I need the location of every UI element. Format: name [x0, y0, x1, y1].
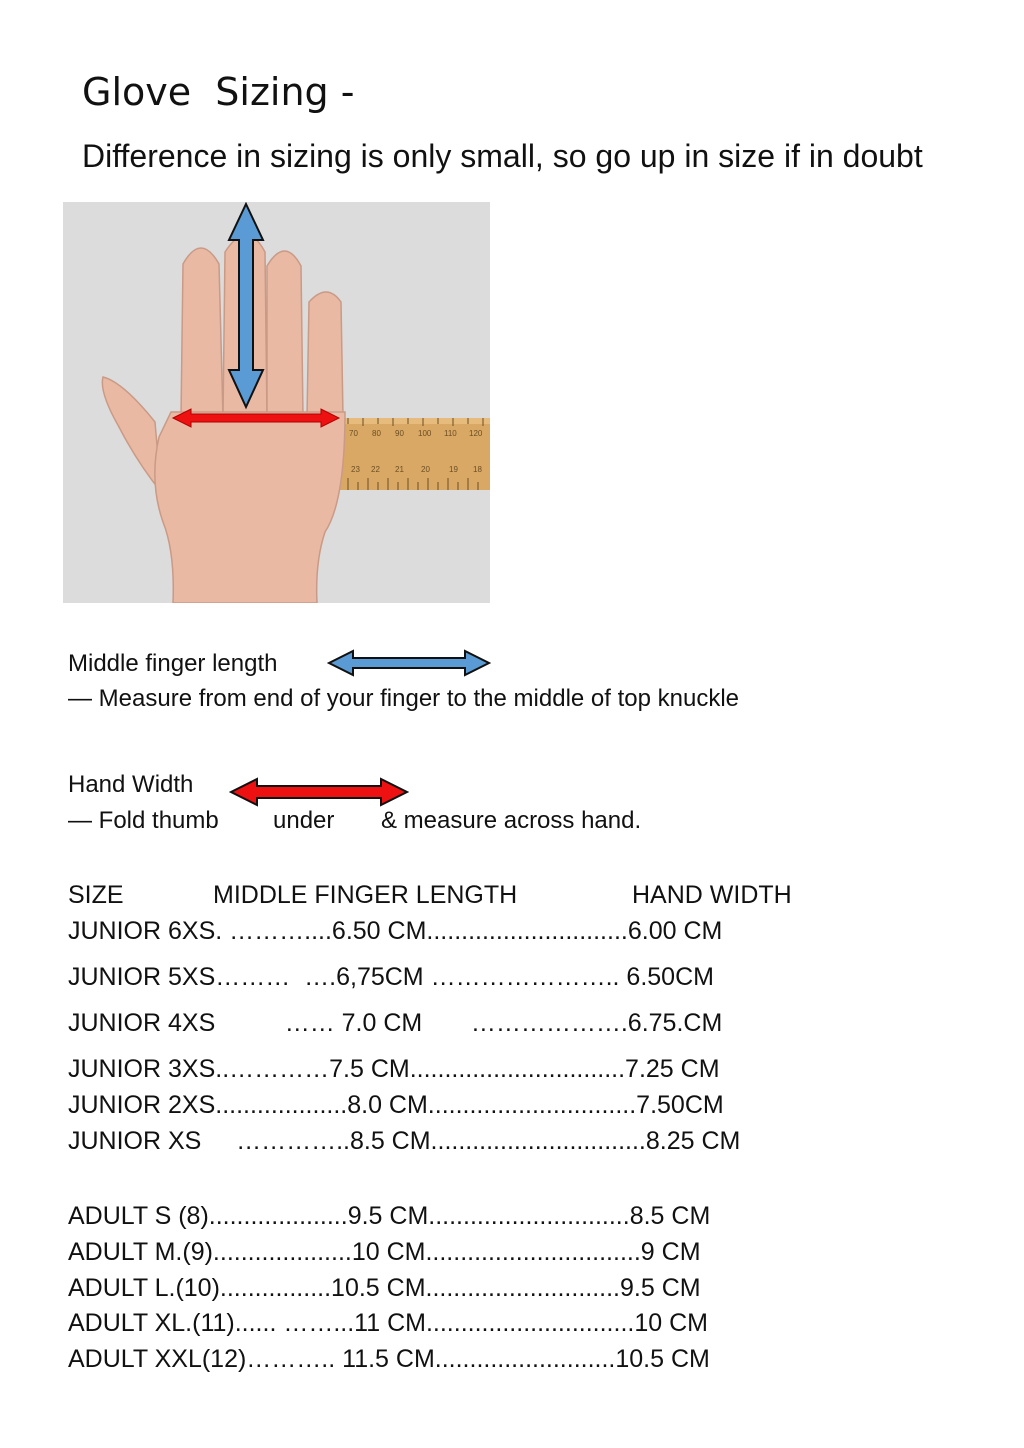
- table-header-finger-length: MIDDLE FINGER LENGTH: [213, 881, 518, 909]
- middle-finger-description: — Measure from end of your finger to the middle of top knuckle: [68, 685, 740, 712]
- page-title: Glove Sizing -: [82, 70, 355, 114]
- table-row: JUNIOR 4XS …… 7.0 CM ……………….6.75.CM: [68, 1009, 723, 1037]
- hand-width-description-3: & measure across hand.: [381, 807, 642, 834]
- table-header-size: SIZE: [68, 881, 124, 909]
- ruler-number: 19: [449, 465, 458, 474]
- ruler-number: 120: [469, 429, 483, 438]
- ruler-number: 23: [351, 465, 360, 474]
- page-subtitle: Difference in sizing is only small, so go up in size if in doubt: [82, 138, 923, 174]
- ruler-number: 70: [349, 429, 358, 438]
- hand-width-label: Hand Width: [68, 771, 194, 798]
- red-double-arrow-icon: [229, 776, 409, 808]
- table-row: ADULT L.(10)................10.5 CM............................9.5 CM: [68, 1274, 701, 1302]
- ruler-number: 22: [371, 465, 380, 474]
- table-row: ADULT XL.(11)...... ……...11 CM..............................10 CM: [68, 1309, 708, 1337]
- ruler-number: 20: [421, 465, 430, 474]
- blue-double-arrow-icon: [327, 648, 491, 678]
- ruler-number: 18: [473, 465, 482, 474]
- hand-width-description-1: — Fold thumb: [68, 807, 219, 834]
- middle-finger-label: Middle finger length: [68, 650, 278, 677]
- ruler-number: 90: [395, 429, 404, 438]
- table-row: ADULT XXL(12)……….. 11.5 CM..........................10.5 CM: [68, 1345, 710, 1373]
- table-row: JUNIOR 3XS..…………7.5 CM...............................7.25 CM: [68, 1055, 720, 1083]
- table-row: ADULT M.(9)....................10 CM...............................9 CM: [68, 1238, 701, 1266]
- table-row: JUNIOR 2XS...................8.0 CM..............................7.50CM: [68, 1091, 724, 1119]
- table-row: JUNIOR 6XS. ………....6.50 CM.............................6.00 CM: [68, 917, 723, 945]
- ruler: [335, 418, 490, 490]
- ruler-number: 100: [418, 429, 432, 438]
- table-row: JUNIOR XS …………..8.5 CM...............................8.25 CM: [68, 1127, 741, 1155]
- table-header-hand-width: HAND WIDTH: [632, 881, 792, 909]
- table-row: ADULT S (8)....................9.5 CM.............................8.5 CM: [68, 1202, 711, 1230]
- ruler-number: 110: [444, 429, 457, 438]
- ruler-number: 21: [395, 465, 404, 474]
- ruler-number: 80: [372, 429, 381, 438]
- hand-width-description-2: under: [273, 807, 335, 834]
- table-row: JUNIOR 5XS……… ….6,75CM ………………….. 6.50CM: [68, 963, 714, 991]
- hand-measurement-illustration: [63, 202, 490, 603]
